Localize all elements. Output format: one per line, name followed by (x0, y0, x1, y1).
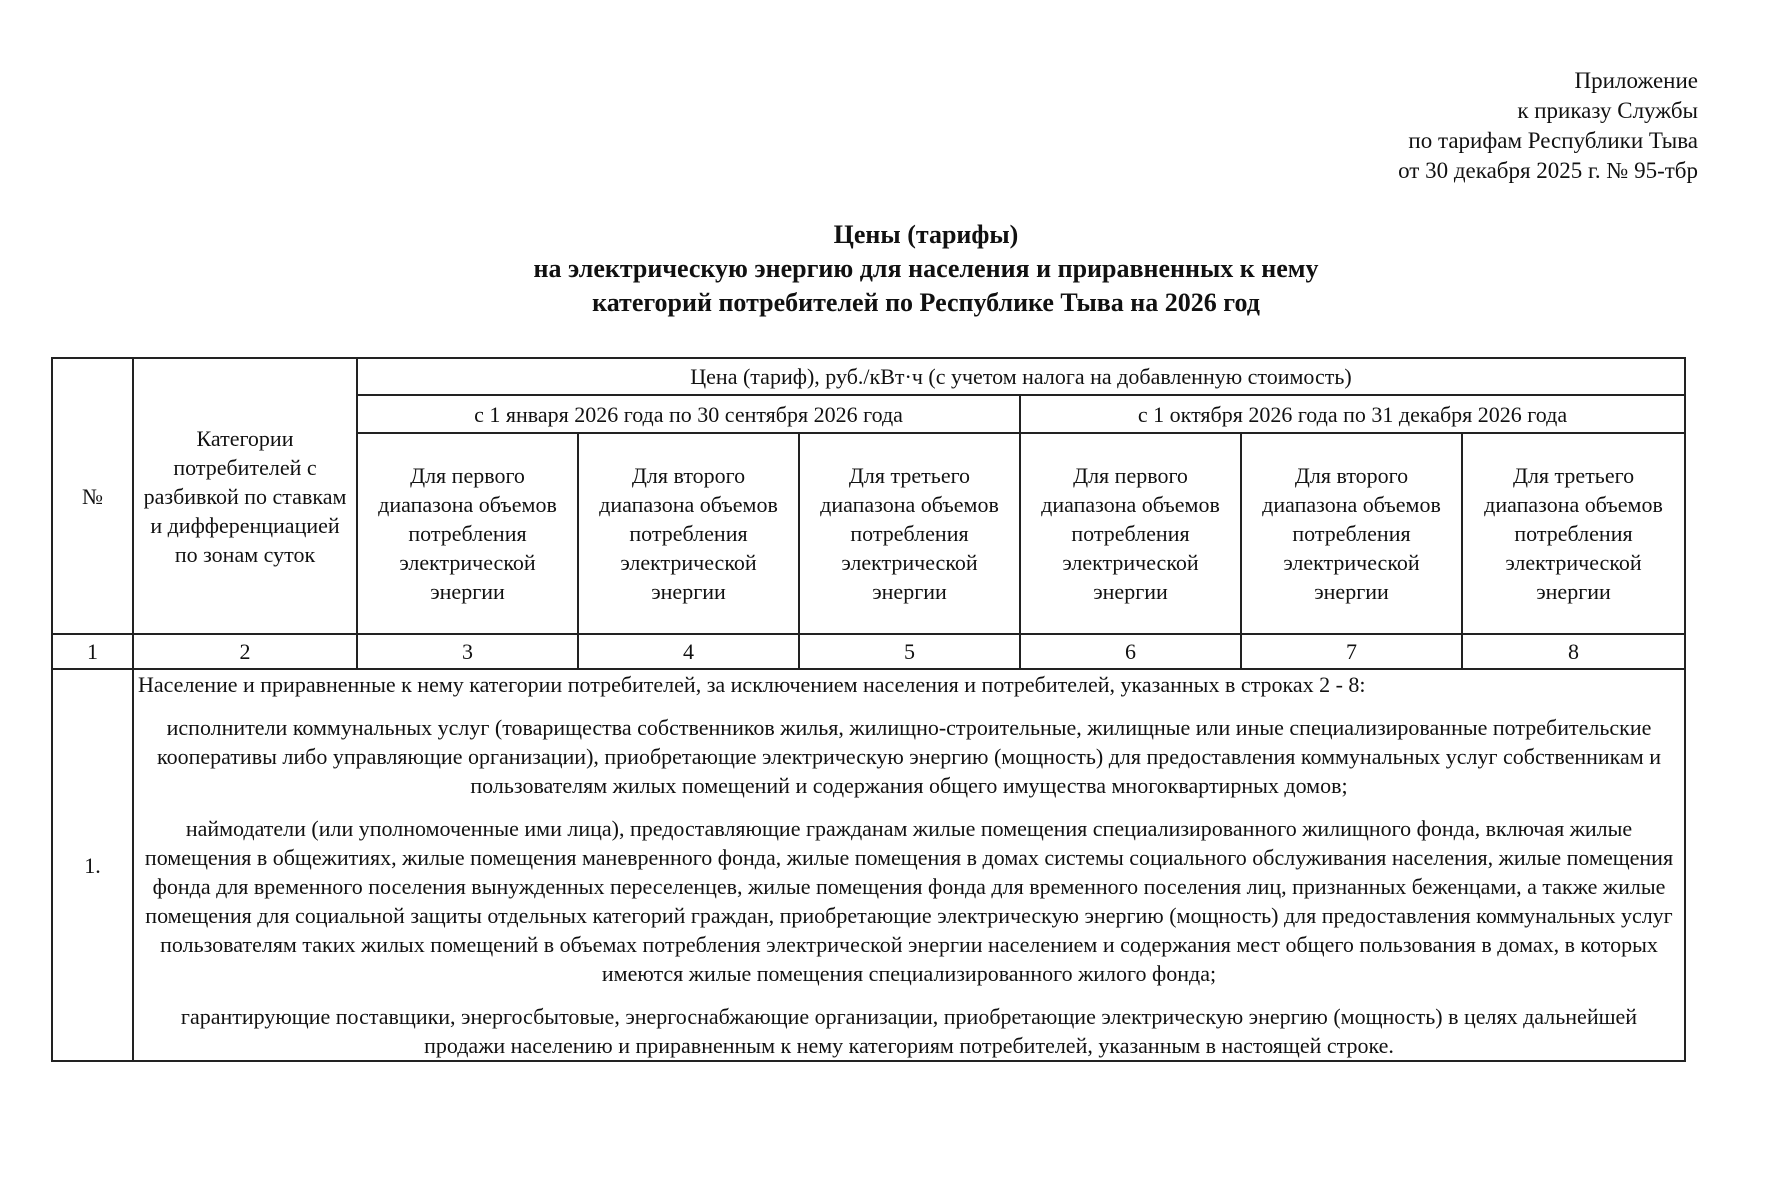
title-line: на электрическую энергию для населения и приравненных к нему (533, 254, 1319, 283)
header-period-1: с 1 января 2026 года по 30 сентября 2026 года (357, 395, 1020, 433)
title-line: Цены (тарифы) (833, 220, 1019, 249)
row-number: 1. (52, 669, 133, 1061)
header-range: Для первого диапазона объемов потребления электрической энергии (1020, 433, 1241, 634)
column-number: 3 (357, 634, 578, 669)
table-row (52, 669, 1685, 1061)
header-period-2: с 1 октября 2026 года по 31 декабря 2026 года (1020, 395, 1685, 433)
column-number: 1 (52, 634, 133, 669)
row-paragraph: гарантирующие поставщики, энергосбытовые, энергоснабжающие организации, приобретающие электрическую энергию (мощность) в целях дальнейшей продажи населению и приравненным к нему категориям потребителей, указанным в настоящей строке. (180, 1004, 1638, 1058)
column-number: 4 (578, 634, 799, 669)
column-number: 2 (133, 634, 357, 669)
row-description (133, 669, 1685, 1061)
document-title (0, 218, 1777, 320)
attachment-line: по тарифам Республики Тыва (1408, 128, 1698, 153)
column-number: 7 (1241, 634, 1462, 669)
header-range: Для первого диапазона объемов потребления электрической энергии (357, 433, 578, 634)
header-number: № (52, 358, 133, 634)
attachment-line: к приказу Службы (1517, 98, 1698, 123)
attachment-line: от 30 декабря 2025 г. № 95-тбр (1398, 158, 1698, 183)
column-number: 8 (1462, 634, 1685, 669)
column-number: 5 (799, 634, 1020, 669)
attachment-line: Приложение (1574, 68, 1698, 93)
attachment-block (1398, 66, 1698, 186)
header-price: Цена (тариф), руб./кВт·ч (с учетом налога на добавленную стоимость) (357, 358, 1685, 395)
row-paragraph: наймодатели (или уполномоченные ими лица), предоставляющие гражданам жилые помещения специализированного жилищного фонда, включая жилые помещения в общежитиях, жилые помещения маневренного фонда, жилые помещения в домах системы социального обслуживания населения, жилые помещения фонда для временного поселения вынужденных переселенцев, жилые помещения фонда для временного поселения лиц, признанных беженцами, а также жилые помещения для социальной защиты отдельных категорий граждан, приобретающие электрическую энергию (мощность) для предоставления коммунальных услуг пользователям таких жилых помещений в объемах потребления электрической энергии населением и содержания мест общего пользования в домах, в которых имеются жилые помещения специализированного жилого фонда; (144, 816, 1674, 986)
row-paragraph: Население и приравненные к нему категории потребителей, за исключением населения и потребителей, указанных в строках 2 - 8: (138, 672, 1366, 697)
title-line: категорий потребителей по Республике Тыва на 2026 год (592, 288, 1260, 317)
header-category: Категории потребителей с разбивкой по ставкам и дифференциацией по зонам суток (133, 358, 357, 634)
tariff-table (51, 357, 1686, 1062)
header-range: Для второго диапазона объемов потребления электрической энергии (1241, 433, 1462, 634)
column-number: 6 (1020, 634, 1241, 669)
header-range: Для третьего диапазона объемов потребления электрической энергии (1462, 433, 1685, 634)
header-range: Для третьего диапазона объемов потребления электрической энергии (799, 433, 1020, 634)
header-range: Для второго диапазона объемов потребления электрической энергии (578, 433, 799, 634)
row-paragraph: исполнители коммунальных услуг (товарищества собственников жилья, жилищно-строительные, жилищные или иные специализированные потребительские кооперативы либо управляющие организации), приобретающие электрическую энергию (мощность) для предоставления коммунальных услуг собственникам и пользователям жилых помещений и содержания общего имущества многоквартирных домов; (157, 715, 1661, 798)
